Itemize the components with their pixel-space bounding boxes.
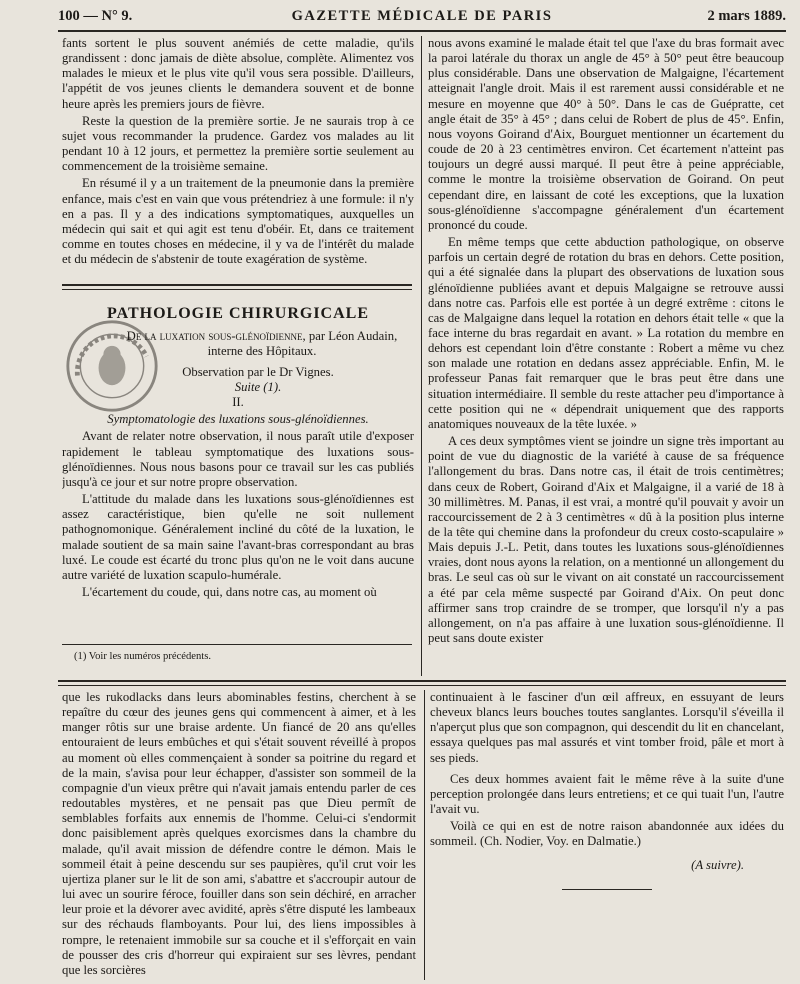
byline xyxy=(62,329,414,344)
feuilleton-left-column xyxy=(62,690,416,980)
author: par Léon Audain, xyxy=(308,329,398,344)
paragraph: Voilà ce qui en est de notre raison abandonnée aux idées du sommeil. (Ch. Nodier, Voy. en Dalmatie.) xyxy=(430,819,784,849)
observation-credit: Observation par le Dr Vignes. xyxy=(182,365,334,380)
paragraph: nous avons examiné le malade était tel que l'axe du bras formait avec la paroi latérale du thorax un angle de 45° à 50° peut être beaucoup plus considérable. Dans une observation de Malgaigne, l'écartement atteignait l'angle droit. Mais il est rarement aussi considérable et ne mesure en moyenne que 40° à 50°. Dans le cas de Guépratte, cet angle était de 35° à 45° ; dans celui de Robert de plus de 45°. Enfin, nous voyons Goirand d'Aix, Bourguet mentionner un écartement du coude de 20 à 23 centimètres environ. Cet écartement n'atteint pas toujours un degré aussi marqué. Il peut être à peine appréciable, comme le montre la troisième observation de Goirand. On peut cependant dire, en laissant de coté les exceptions, que la luxation sous-glénoïdienne s'accompagne généralement d'un écartement prononcé du coude. xyxy=(428,36,784,232)
paragraph: continuaient à le fasciner d'un œil affreux, en essuyant de leurs cheveux blancs leurs bouches toutes sanglantes. Lorsqu'il s'éveilla il n'aperçut plus que son compagnon, qui descendit du lit en chancelant, essaya quelques pas mal assurés et vint tomber froid, pâle et mort à ses pieds. xyxy=(430,690,784,765)
feuilleton-rule-thin xyxy=(58,685,786,686)
suite-note: Suite (1). xyxy=(234,380,282,395)
paragraph: Avant de relater notre observation, il nous paraît utile d'exposer rapidement le tableau symptomatique des luxations sous-glénoïdiennes. Nous nous basons pour ce travail sur les cas publiés jusqu'à ce jour et sur notre propre observation. xyxy=(62,429,414,489)
feuilleton-rule xyxy=(58,680,786,682)
section-number: II. xyxy=(232,395,244,410)
running-head xyxy=(58,6,786,28)
end-rule xyxy=(562,889,652,890)
paragraph: En résumé il y a un traitement de la pneumonie dans la première enfance, mais c'est en vain que vous prétendriez à une formule: il n'y en a pas. Il y a des indications symptomatiques, auxquelles un médecin qui sait et qui agit est tenu d'obéir. Et, dans ce traitement comme en toutes choses en médecine, il y va de l'intérêt du malade et du médecin de s'abstenir de toute exagération de système. xyxy=(62,176,414,267)
footnote: (1) Voir les numéros précédents. xyxy=(74,651,211,662)
author-role: interne des Hôpitaux. xyxy=(207,344,317,359)
header-rule xyxy=(58,30,786,32)
pathology-article xyxy=(62,306,414,636)
continued-note: (A suivre). xyxy=(691,857,744,872)
footnote-rule xyxy=(62,644,412,645)
paragraph: Ces deux hommes avaient fait le même rêve à la suite d'une perception prolongée dans leurs entretiens; et ce qui tuait l'un, l'autre l'avait vu. xyxy=(430,771,784,817)
paragraph: L'attitude du malade dans les luxations sous-glénoïdiennes est assez caractéristique, bien qu'elle ne soit nullement pathognomonique. Généralement incliné du côté de la luxation, le malade soutient de sa main saine l'avant-bras correspondant au bras luxé. Le coude est écarté du tronc plus qu'on ne le voit dans aucune autre variété de luxation scapulo-humérale. xyxy=(62,492,414,582)
right-column-upper xyxy=(428,36,784,672)
section-title: PATHOLOGIE CHIRURGICALE xyxy=(107,306,369,322)
paragraph: que les rukodlacks dans leurs abominables festins, cherchent à se repaître du cœur des jeunes gens qui commencent à aimer, et à les manger rôtis sur une braise ardente. Un fiancé de 20 ans qu'elles entouraient de leurs embûches et qui s'était souvent réveillé à propos au moment où elles commençaient à sonder sa poitrine du regard et de la main, s'avisa pour leur échapper, d'assister son sommeil de la compagnie d'un vieux prêtre qui n'avait jamais entendu parler de ces redoutables mystères, et ne pensait pas que Dieu permît de semblables forfaits aux ennemis de l'homme. Celui-ci s'endormit donc paisiblement après quelques exorcismes dans la chambre du malade, qu'il avait mission de défendre contre le démon. Mais le sommeil était à peine descendu sur ses paupières, qu'il crut voir les ujertiza planer sur le lit de son ami, s'abattre et s'accroupir autour de lui avec un sourire féroce, fouiller dans son sein déchiré, en arracher leur proie et la dévorer avec avidité, après s'être disputé les lambeaux sur des réchauds flamboyants. Pour lui, des liens impossibles à rompre, le retenaient immobile sur sa couche et il s'efforçait en vain de pousser des cris d'horreur qui expiraient sur ses lèvres, pendant que les sorcières xyxy=(62,690,416,977)
paragraph: En même temps que cette abduction pathologique, on observe parfois un certain degré de rotation du bras en dehors. Cette position, qui a été signalée dans la plupart des observations de luxation sous glénoïdienne publiées avant et depuis Malgaigne se retrouve aussi dans notre cas. Parfois elle est portée à un degré extrême : citons le cas de Malgaigne dans lequel la rotation en dehors était telle « que la face interne du bras regardait en avant. » La rotation du membre en dehors est cependant loin d'être constante : Robert a même vu chez son malade une rotation en dedans assez appréciable. Enfin, M. le professeur Panas fait remarquer que le bras peut être dans une situation intermédiaire. Il semble du reste attacher peu d'importance à cette position qui ne « dépendrait uniquement que des rapports anatomiques nouveaux de la tête luxée. » xyxy=(428,235,784,431)
paragraph: L'écartement du coude, qui, dans notre cas, au moment où xyxy=(82,585,377,600)
section-rule-thin xyxy=(62,289,412,290)
left-column-upper xyxy=(62,36,414,268)
page-number: 100 — N° 9. xyxy=(58,8,133,24)
paragraph: fants sortent le plus souvent anémiés de cette maladie, qu'ils grandissent : donc jamais de diète absolue, complète. Alimentez vos malades le mieux et le plus vite qu'il vous sera possible. D'ailleurs, l'appétit de vos jeunes clients le demandera souvent et de bonne heure après les premiers jours de fièvre. xyxy=(62,36,414,111)
column-divider-bottom xyxy=(424,690,425,980)
column-divider-top xyxy=(421,36,422,676)
paragraph: Reste la question de la première sortie. Je ne saurais trop à ce sujet vous recommander la prudence. Gardez vos malades au lit pendant 10 à 12 jours, et permettez la première sortie seulement au commencement de la troisième semaine. xyxy=(62,113,414,174)
article-title: De la luxation sous-glénoïdienne, xyxy=(126,329,306,344)
section-rule xyxy=(62,284,412,286)
paragraph: A ces deux symptômes vient se joindre un signe très important au point de vue du diagnostic de la variété à cause de sa fréquence l'allongement du bras. Dans notre cas, il était de trois centimètres; dans ceux de Robert, Goirand d'Aix et Malgaigne, il a varié de 18 à 30 millimètres. M. Panas, il est vrai, a montré qu'il pouvait y avoir un raccourcissement de 2 à 3 centimètres « dû à la position plus interne de la tête qui chemine dans la profondeur du creux costo-scapulaire » Mais depuis J.-L. Petit, dans toutes les luxations sous-glénoïdiennes vraies, dont nous ayons la relation, on a mentionné un allongement du bras. Le seul cas où sur le vivant on ait constaté un raccourcissement a été par cela même suspecté par Goirand d'Aix. On peut donc affirmer sans trop craindre de se tromper, que lorsqu'il n'y a pas allongement, on n'a pas affaire à une luxation sous-glénoïdienne. Il peut sans doute exister xyxy=(428,434,784,646)
feuilleton-right-column xyxy=(430,690,784,930)
issue-date: 2 mars 1889. xyxy=(707,8,786,24)
section-subtitle: Symptomatologie des luxations sous-glénoïdiennes. xyxy=(107,412,369,427)
journal-title: GAZETTE MÉDICALE DE PARIS xyxy=(291,8,553,24)
